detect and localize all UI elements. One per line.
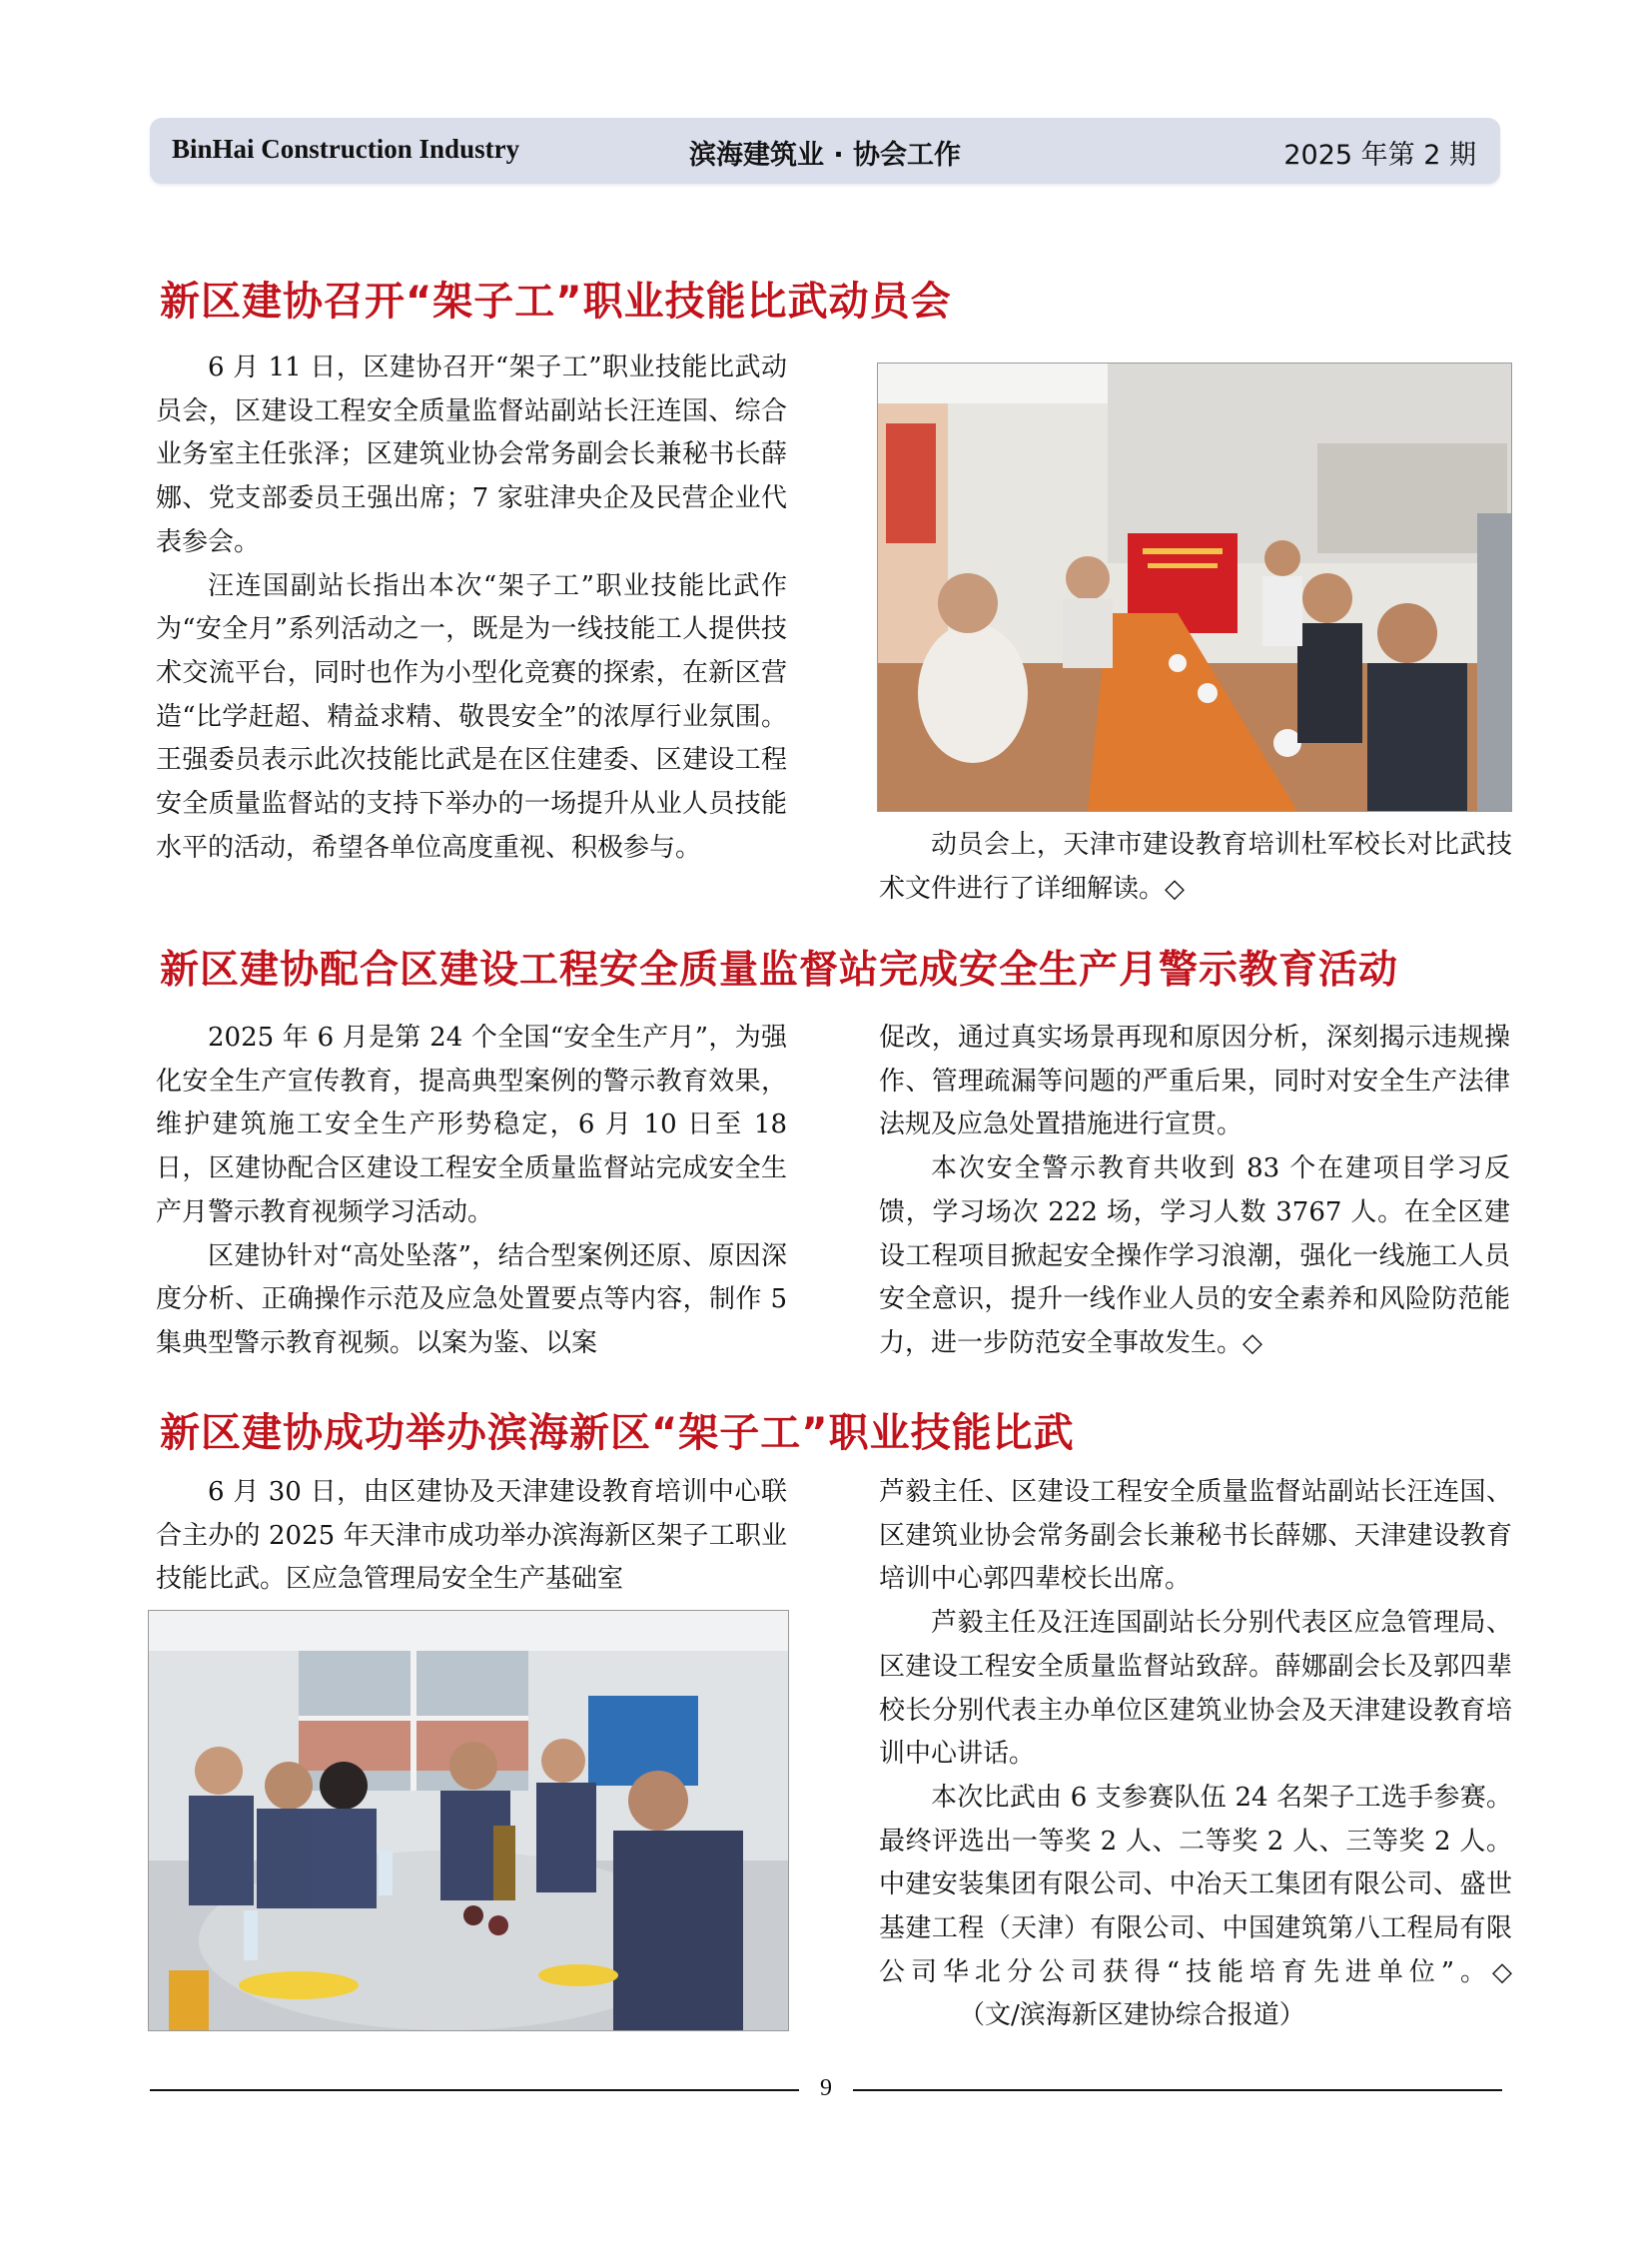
article1-title: 新区建协召开“架子工”职业技能比武动员会	[160, 279, 952, 325]
article-credit: （文/滨海新区建协综合报道）	[959, 2000, 1305, 2031]
article1-paragraph: 汪连国副站长指出本次“架子工”职业技能比武作为“安全月”系列活动之一，既是为一线技能工人提供技术交流平台，同时也作为小型化竞赛的探索，在新区营造“比学赶超、精益求精、敬畏安全”的浓厚行业氛围。王强委员表示此次技能比武是在区住建委、区建设工程安全质量监督站的支持下举办的一场提升从业人员技能水平的活动，希望各单位高度重视、积极参与。	[156, 570, 787, 863]
journal-header	[150, 118, 1500, 184]
article2-paragraph: 2025 年 6 月是第 24 个全国“安全生产月”，为强化安全生产宣传教育，提高典型案例的警示教育效果，维护建筑施工安全生产形势稳定，6 月 10 日至 18 日，区建协配合区建设工程安全质量监督站完成安全生产月警示教育视频学习活动。	[156, 1023, 787, 1227]
meeting-room-image	[878, 364, 1511, 811]
article3-paragraph: 芦毅主任、区建设工程安全质量监督站副站长汪连国、区建筑业协会常务副会长兼秘书长薛娜、天津建设教育培训中心郭四辈校长出席。	[879, 1477, 1512, 1595]
article1-body	[156, 347, 787, 870]
footer-rule-right	[853, 2089, 1502, 2091]
article3-left-column	[156, 1471, 787, 1602]
article1-paragraph: 6 月 11 日，区建协召开“架子工”职业技能比武动员会，区建设工程安全质量监督站副站长汪连国、综合业务室主任张泽；区建筑业协会常务副会长兼秘书长薛娜、党支部委员王强出席；7 家驻津央企及民营企业代表参会。	[156, 353, 787, 557]
article2-right-column	[879, 1017, 1510, 1366]
meeting-photo	[877, 363, 1512, 812]
article2-paragraph: 区建协针对“高处坠落”，结合型案例还原、原因深度分析、正确操作示范及应急处置要点等内容，制作 5 集典型警示教育视频。以案为鉴、以案	[156, 1240, 787, 1358]
article2-left-column	[156, 1017, 787, 1366]
article3-paragraph: 6 月 30 日，由区建协及天津建设教育培训中心联合主办的 2025 年天津市成功举办滨海新区架子工职业技能比武。区应急管理局安全生产基础室	[156, 1477, 787, 1595]
article2-paragraph: 本次安全警示教育共收到 83 个在建项目学习反馈，学习场次 222 场，学习人数 3767 人。在全区建设工程项目掀起安全操作学习浪潮，强化一线施工人员安全意识，提升一线作业人员的安全素养和风险防范能力，进一步防范安全事故发生。◇	[879, 1153, 1510, 1358]
article3-right-column	[879, 1471, 1512, 2038]
page-number: 9	[799, 2075, 853, 2102]
article2-paragraph: 促改，通过真实场景再现和原因分析，深刻揭示违规操作、管理疏漏等问题的严重后果，同时对安全生产法律法规及应急处置措施进行宣贯。	[879, 1023, 1510, 1140]
journal-name-english: BinHai Construction Industry	[172, 134, 520, 164]
footer-rule-left	[150, 2089, 799, 2091]
article3-paragraph	[879, 1777, 1512, 2038]
photo-caption: 动员会上，天津市建设教育培训杜军校长对比武技术文件进行了详细解读。◇	[879, 830, 1512, 904]
article3-paragraph: 芦毅主任及汪连国副站长分别代表区应急管理局、区建设工程安全质量监督站致辞。薛娜副会长及郭四辈校长分别代表主办单位区建筑业协会及天津建设教育培训中心讲话。	[879, 1608, 1512, 1770]
competition-room-image	[149, 1611, 788, 2030]
section-title: 滨海建筑业 · 协会工作	[688, 140, 962, 171]
competition-photo	[148, 1610, 789, 2031]
article3-title: 新区建协成功举办滨海新区“架子工”职业技能比武	[160, 1410, 1075, 1456]
article2-title: 新区建协配合区建设工程安全质量监督站完成安全生产月警示教育活动	[160, 948, 1399, 993]
article3-paragraph-text: 本次比武由 6 支参赛队伍 24 名架子工选手参赛。最终评选出一等奖 2 人、二等奖 2 人、三等奖 2 人。中建安装集团有限公司、中冶天工集团有限公司、盛世基建工程（天津）有限公司、中国建筑第八工程局有限公司华北分公司获得“技能培育先进单位”。◇	[879, 1782, 1512, 1987]
issue-number: 2025 年第 2 期	[1283, 140, 1476, 171]
